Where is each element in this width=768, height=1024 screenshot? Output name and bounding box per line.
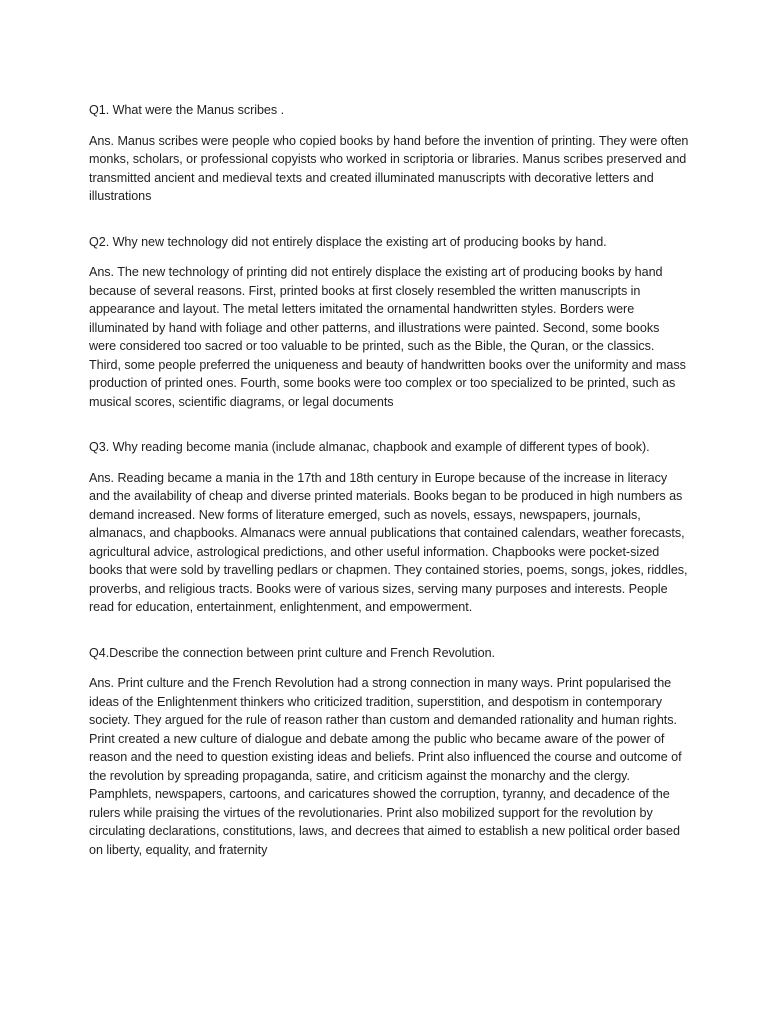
question-q1: Q1. What were the Manus scribes . — [89, 103, 285, 117]
question-q2: Q2. Why new technology did not entirely displace the existing art of producing books by hand. — [89, 234, 607, 249]
answer-q1: Ans. Manus scribes were people who copied books by hand before the invention of printing. They were often monks, scholars, or professional copyists who worked in scriptoria or libraries. Manus scribes preserved and transmitted ancient and medieval texts and created illuminated manuscripts with decorative letters and illustrations — [89, 133, 689, 203]
answer-q4: Ans. Print culture and the French Revolution had a strong connection in many ways. Print popularised the ideas of the Enlightenment thinkers who criticized tradition, superstition, and despotism in contemporary society. They argued for the rule of reason rather than custom and demanded rationality and human rights. Print created a new culture of dialogue and debate among the public who became aware of the power of reason and the need to question existing ideas and beliefs. Print also influenced the course and outcome of the revolution by spreading propaganda, satire, and criticism against the monarchy and the clergy. Pamphlets, newspapers, cartoons, and caricatures showed the corruption, tyranny, and decadence of the rulers while praising the virtues of the revolutionaries. Print also mobilized support for the revolution by circulating declarations, constitutions, laws, and decrees that aimed to establish a new political order based on liberty, equality, and fraternity — [89, 676, 682, 857]
answer-q2: Ans. The new technology of printing did not entirely displace the existing art of producing books by hand because of several reasons. First, printed books at first closely resembled the written manuscripts in appearance and layout. The metal letters imitated the ornamental handwritten styles. Borders were illuminated by hand with foliage and other patterns, and illustrations were painted. Second, some books were considered too sacred or too valuable to be printed, such as the Bible, the Quran, or the classics. Third, some people preferred the uniqueness and beauty of handwritten books over the uniformity and mass production of printed ones. Fourth, some books were too complex or too specialized to be printed, such as musical scores, scientific diagrams, or legal documents — [89, 265, 686, 409]
qa-block-q1 — [89, 101, 689, 206]
question-q4: Q4.Describe the connection between print culture and French Revolution. — [89, 645, 495, 660]
document-body — [89, 101, 689, 886]
qa-block-q3 — [89, 438, 689, 617]
qa-block-q2 — [89, 233, 689, 412]
answer-q3: Ans. Reading became a mania in the 17th and 18th century in Europe because of the increase in literacy and the availability of cheap and diverse printed materials. Books began to be produced in high numbers as demand increased. New forms of literature emerged, such as novels, essays, newspapers, journals, almanacs, and chapbooks. Almanacs were annual publications that contained calendars, weather forecasts, agricultural advice, astrological predictions, and other useful information. Chapbooks were pocket-sized books that were sold by travelling pedlars or chapmen. They contained stories, poems, songs, jokes, riddles, proverbs, and religious tracts. Books were of various sizes, serving many purposes and interests. People read for education, entertainment, enlightenment, and empowerment. — [89, 470, 688, 614]
question-q3: Q3. Why reading become mania (include almanac, chapbook and example of different types of book). — [89, 440, 650, 454]
qa-block-q4 — [89, 644, 689, 860]
